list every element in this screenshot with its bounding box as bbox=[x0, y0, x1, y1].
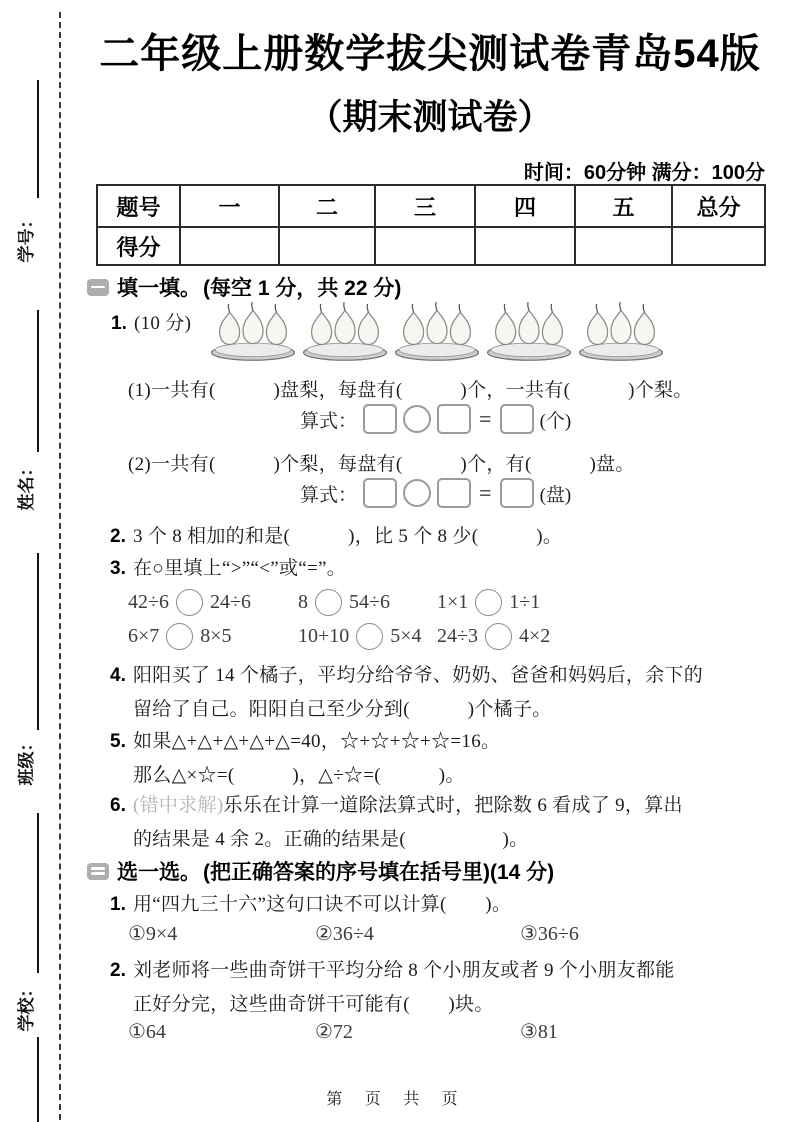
question-number: 6. bbox=[110, 795, 126, 816]
section-2-question-2-line-2: 正好分完，这些曲奇饼干可能有( )块。 bbox=[133, 994, 494, 1015]
score-table-header-cell: 三 bbox=[375, 185, 475, 227]
question-text: 阳阳买了 14 个橘子，平均分给爷爷、奶奶、爸爸和妈妈后，余下的 bbox=[133, 665, 704, 686]
left-expression: 42÷6 bbox=[128, 590, 169, 613]
time-score-meta: 时间：60分钟 满分：100分 bbox=[523, 162, 765, 184]
school-blank-line-2 bbox=[37, 1037, 39, 1122]
formula-unit: (盘) bbox=[539, 484, 572, 506]
question-points: (10 分) bbox=[134, 313, 192, 334]
question-number: 1. bbox=[111, 313, 127, 334]
formula-box[interactable] bbox=[437, 404, 471, 434]
section-1-header bbox=[87, 272, 401, 302]
school-label: 学校： bbox=[17, 980, 36, 1032]
formula-box[interactable] bbox=[363, 404, 397, 434]
compare-circle[interactable] bbox=[166, 623, 193, 650]
formula-row-1 bbox=[300, 404, 571, 434]
score-table-header-cell: 五 bbox=[575, 185, 672, 227]
comparison-item bbox=[128, 619, 298, 653]
score-input-cell[interactable] bbox=[475, 227, 575, 265]
question-text: 刘老师将一些曲奇饼干平均分给 8 个小朋友或者 9 个小朋友都能 bbox=[133, 960, 675, 981]
question-number: 1. bbox=[110, 894, 126, 915]
comparison-item bbox=[298, 585, 437, 619]
formula-box[interactable] bbox=[500, 404, 534, 434]
student-id-label: 学号： bbox=[17, 211, 36, 263]
section-1-title: 填一填。 bbox=[117, 277, 201, 300]
compare-circle[interactable] bbox=[485, 623, 512, 650]
compare-circle[interactable] bbox=[475, 589, 502, 616]
section-two-icon bbox=[87, 863, 109, 880]
compare-circle[interactable] bbox=[176, 589, 203, 616]
question-1-head bbox=[111, 308, 191, 335]
right-expression: 8×5 bbox=[200, 624, 232, 647]
right-expression: 24÷6 bbox=[209, 590, 251, 613]
section-2-question-1 bbox=[110, 889, 511, 916]
section-2-question-2 bbox=[110, 955, 675, 982]
question-number: 5. bbox=[110, 731, 126, 752]
score-table-header-cell: 四 bbox=[475, 185, 575, 227]
left-expression: 1×1 bbox=[437, 590, 469, 613]
name-label: 姓名： bbox=[17, 459, 36, 511]
formula-label: 算式： bbox=[300, 410, 358, 432]
formula-unit: (个) bbox=[539, 410, 572, 432]
question-number: 2. bbox=[110, 960, 126, 981]
score-row-label: 得分 bbox=[97, 227, 180, 265]
comparison-item bbox=[437, 585, 550, 619]
equals-sign: = bbox=[479, 406, 492, 431]
score-table-header-cell: 一 bbox=[180, 185, 279, 227]
right-expression: 54÷6 bbox=[349, 590, 390, 613]
name-blank-line bbox=[37, 310, 39, 452]
option-1[interactable]: ①64 bbox=[128, 1021, 166, 1043]
right-expression: 1÷1 bbox=[509, 590, 541, 613]
school-blank-line bbox=[37, 813, 39, 973]
left-expression: 24÷3 bbox=[437, 624, 478, 647]
section-2-title: 选一选。 bbox=[117, 861, 201, 884]
options-row bbox=[128, 921, 579, 946]
question-text: 如果△+△+△+△+△=40，☆+☆+☆+☆=16。 bbox=[133, 731, 501, 752]
score-table bbox=[96, 184, 766, 266]
score-input-cell[interactable] bbox=[180, 227, 279, 265]
score-table-header-cell: 题号 bbox=[97, 185, 180, 227]
pear-plate-image bbox=[484, 301, 574, 361]
section-1-note: (每空 1 分，共 22 分) bbox=[203, 277, 402, 300]
question-5-line-2: 那么△×☆=( )，△÷☆=( )。 bbox=[133, 765, 465, 786]
question-2 bbox=[110, 521, 562, 548]
comparison-item bbox=[437, 619, 550, 653]
fold-dashed-line bbox=[59, 12, 61, 1120]
question-number: 2. bbox=[110, 526, 126, 547]
question-5 bbox=[110, 726, 500, 753]
score-input-cell[interactable] bbox=[672, 227, 765, 265]
question-1-sub-2: (2)一共有( )个梨，每盘有( )个，有( )盘。 bbox=[128, 454, 635, 475]
comparison-item bbox=[128, 585, 298, 619]
option-3[interactable]: ③36÷6 bbox=[520, 923, 579, 945]
class-blank-line bbox=[37, 553, 39, 730]
pear-plate-image bbox=[300, 301, 390, 361]
right-expression: 4×2 bbox=[518, 624, 551, 647]
pear-plate-image bbox=[208, 301, 298, 361]
question-text: 3 个 8 相加的和是( )，比 5 个 8 少( )。 bbox=[133, 526, 563, 547]
page-footer: 第 页 共 页 bbox=[326, 1091, 467, 1108]
score-input-cell[interactable] bbox=[575, 227, 672, 265]
option-2[interactable]: ②72 bbox=[315, 1021, 353, 1043]
right-expression: 5×4 bbox=[390, 624, 422, 647]
equals-sign: = bbox=[479, 480, 492, 505]
compare-circle[interactable] bbox=[315, 589, 342, 616]
question-number: 3. bbox=[110, 558, 126, 579]
question-text: 乐乐在计算一道除法算式时，把除数 6 看成了 9，算出 bbox=[223, 795, 683, 816]
section-2-note: (把正确答案的序号填在括号里)(14 分) bbox=[203, 861, 555, 884]
question-3 bbox=[110, 553, 346, 580]
section-one-icon bbox=[87, 279, 109, 296]
option-1[interactable]: ①9×4 bbox=[128, 923, 178, 945]
page-subtitle: （期末测试卷） bbox=[307, 98, 553, 137]
question-6-line-2: 的结果是 4 余 2。正确的结果是( )。 bbox=[133, 829, 529, 850]
question-1-sub-1: (1)一共有( )盘梨，每盘有( )个，一共有( )个梨。 bbox=[128, 380, 693, 401]
question-text: 用“四九三十六”这句口诀不可以计算( )。 bbox=[133, 894, 512, 915]
page-title: 二年级上册数学拔尖测试卷青岛54版 bbox=[99, 32, 761, 76]
left-expression: 6×7 bbox=[128, 624, 160, 647]
class-label: 班级： bbox=[17, 734, 36, 786]
score-table-header-cell: 二 bbox=[279, 185, 375, 227]
question-text: 在○里填上“>”“<”或“=”。 bbox=[133, 558, 347, 579]
formula-operator-circle[interactable] bbox=[403, 479, 431, 507]
formula-box[interactable] bbox=[500, 478, 534, 508]
pear-plates-figure bbox=[208, 301, 666, 361]
question-4-line-2: 留给了自己。阳阳自己至少分到( )个橘子。 bbox=[133, 699, 552, 720]
score-table-header-cell: 总分 bbox=[672, 185, 765, 227]
compare-circle[interactable] bbox=[356, 623, 383, 650]
formula-box[interactable] bbox=[437, 478, 471, 508]
formula-row-2 bbox=[300, 478, 571, 508]
question-number: 4. bbox=[110, 665, 126, 686]
question-6-tag: (错中求解) bbox=[133, 795, 224, 816]
pear-plate-image bbox=[576, 301, 666, 361]
option-3[interactable]: ③81 bbox=[520, 1021, 558, 1043]
question-6 bbox=[110, 790, 683, 817]
options-row bbox=[128, 1019, 558, 1044]
left-expression: 8 bbox=[298, 590, 308, 613]
pear-plate-image bbox=[392, 301, 482, 361]
comparison-grid bbox=[128, 585, 550, 653]
comparison-item bbox=[298, 619, 437, 653]
left-expression: 10+10 bbox=[298, 624, 350, 647]
question-4 bbox=[110, 660, 703, 687]
formula-operator-circle[interactable] bbox=[403, 405, 431, 433]
formula-label: 算式： bbox=[300, 484, 358, 506]
section-2-header bbox=[87, 856, 554, 886]
option-2[interactable]: ②36÷4 bbox=[315, 923, 374, 945]
student-id-blank-line bbox=[37, 80, 39, 198]
score-input-cell[interactable] bbox=[279, 227, 375, 265]
score-input-cell[interactable] bbox=[375, 227, 475, 265]
formula-box[interactable] bbox=[363, 478, 397, 508]
